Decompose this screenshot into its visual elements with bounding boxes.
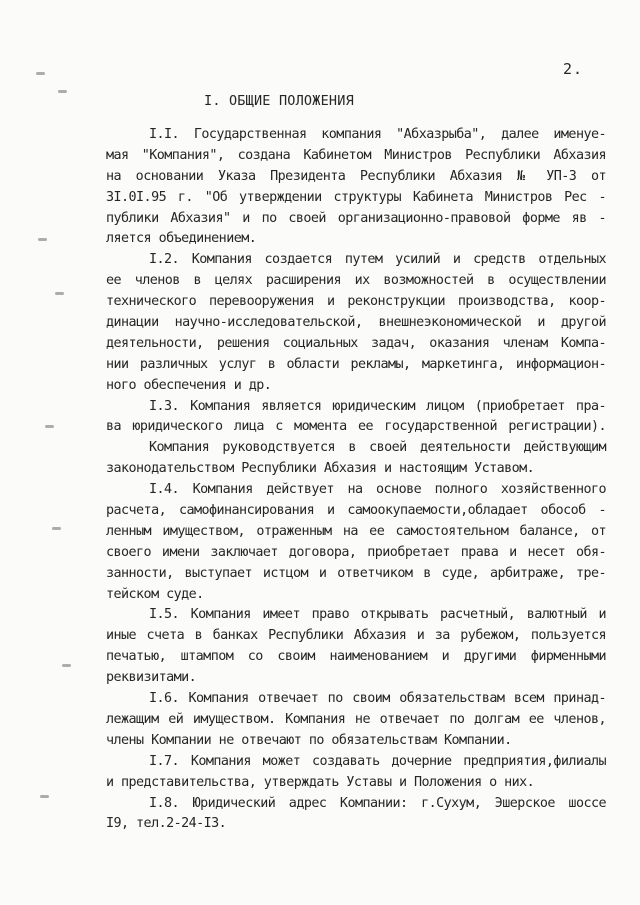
- text-line: деятельности, решения социальных задач, оказания членам Компа-: [106, 335, 606, 351]
- text-line: реквизитами.: [106, 670, 197, 686]
- text-line: ее членов в целях расширения их возможностей в осуществлении: [106, 273, 606, 289]
- text-line: расчета, самофинансирования и самоокупаемости,обладает обособ -: [106, 503, 606, 519]
- text-line: Компания руководствуется в своей деятельности действующим: [149, 440, 606, 456]
- section-title: I. ОБЩИЕ ПОЛОЖЕНИЯ: [204, 93, 354, 109]
- text-line: I.3. Компания является юридическим лицом (приобретает пра-: [149, 398, 606, 414]
- text-line: на основании Указа Президента Республики Абхазия № УП-3 от: [106, 168, 606, 184]
- text-line: своего имени заключает договора, приобретает права и несет обя-: [106, 544, 606, 560]
- text-line: занности, выступает истцом и ответчиком в суде, арбитраже, тре-: [106, 565, 606, 581]
- text-line: ляется объединением.: [106, 231, 257, 247]
- text-line: I.7. Компания может создавать дочерние предприятия,филиалы: [149, 753, 606, 769]
- text-line: иные счета в банках Республики Абхазия и за рубежом, пользуется: [106, 628, 606, 644]
- text-line: I.2. Компания создается путем усилий и средств отдельных: [149, 252, 606, 268]
- text-line: I.I. Государственная компания "Абхазрыба", далее именуе-: [149, 127, 606, 142]
- margin-scan-mark: [58, 90, 67, 93]
- text-line: печатью, штампом со своим наименованием и другими фирменными: [106, 649, 606, 665]
- text-line: и представительства, утверждать Уставы и Положения о них.: [106, 774, 535, 790]
- text-line: ного обеспечения и др.: [106, 377, 272, 393]
- text-line: лежащим ей имуществом. Компания не отвечает по долгам ее членов,: [106, 711, 606, 727]
- margin-scan-mark: [36, 72, 45, 75]
- margin-scan-mark: [52, 527, 61, 530]
- text-line: тейском суде.: [106, 586, 204, 602]
- text-line: I9, тел.2-24-I3.: [106, 816, 227, 832]
- text-line: I.6. Компания отвечает по своим обязательствам всем принад-: [149, 691, 606, 707]
- text-line: I.4. Компания действует на основе полного хозяйственного: [149, 482, 606, 498]
- text-line: ва юридического лица с момента ее государственной регистрации).: [106, 419, 606, 435]
- margin-scan-mark: [55, 292, 64, 295]
- margin-scan-mark: [45, 425, 54, 428]
- text-line: I.5. Компания имеет право открывать расчетный, валютный и: [149, 607, 606, 623]
- text-line: нии различных услуг в области рекламы, маркетинга, информацион-: [106, 356, 606, 372]
- text-line: ленным имуществом, отраженным на ее самостоятельном балансе, от: [106, 523, 606, 539]
- text-line: члены Компании не отвечают по обязательствам Компании.: [106, 732, 512, 748]
- margin-scan-mark: [40, 795, 49, 798]
- page-number: 2.: [563, 60, 584, 78]
- text-line: публики Абхазия" и по своей организационно-правовой форме яв -: [106, 210, 606, 226]
- document-body: [106, 125, 606, 835]
- margin-scan-mark: [38, 238, 47, 241]
- text-line: законодательством Республики Абхазия и настоящим Уставом.: [106, 461, 535, 477]
- text-line: 3I.0I.95 г. "Об утверждении структуры Кабинета Министров Рес -: [106, 189, 606, 205]
- text-line: мая "Компания", создана Кабинетом Министров Республики Абхазия: [106, 147, 606, 163]
- text-line: технического перевооружения и реконструкции производства, коор-: [106, 294, 606, 310]
- margin-scan-mark: [62, 664, 71, 667]
- text-line: I.8. Юридический адрес Компании: г.Сухум, Эшерское шоссе: [149, 795, 606, 811]
- text-line: динации научно-исследовательской, внешнеэкономической и другой: [106, 315, 606, 331]
